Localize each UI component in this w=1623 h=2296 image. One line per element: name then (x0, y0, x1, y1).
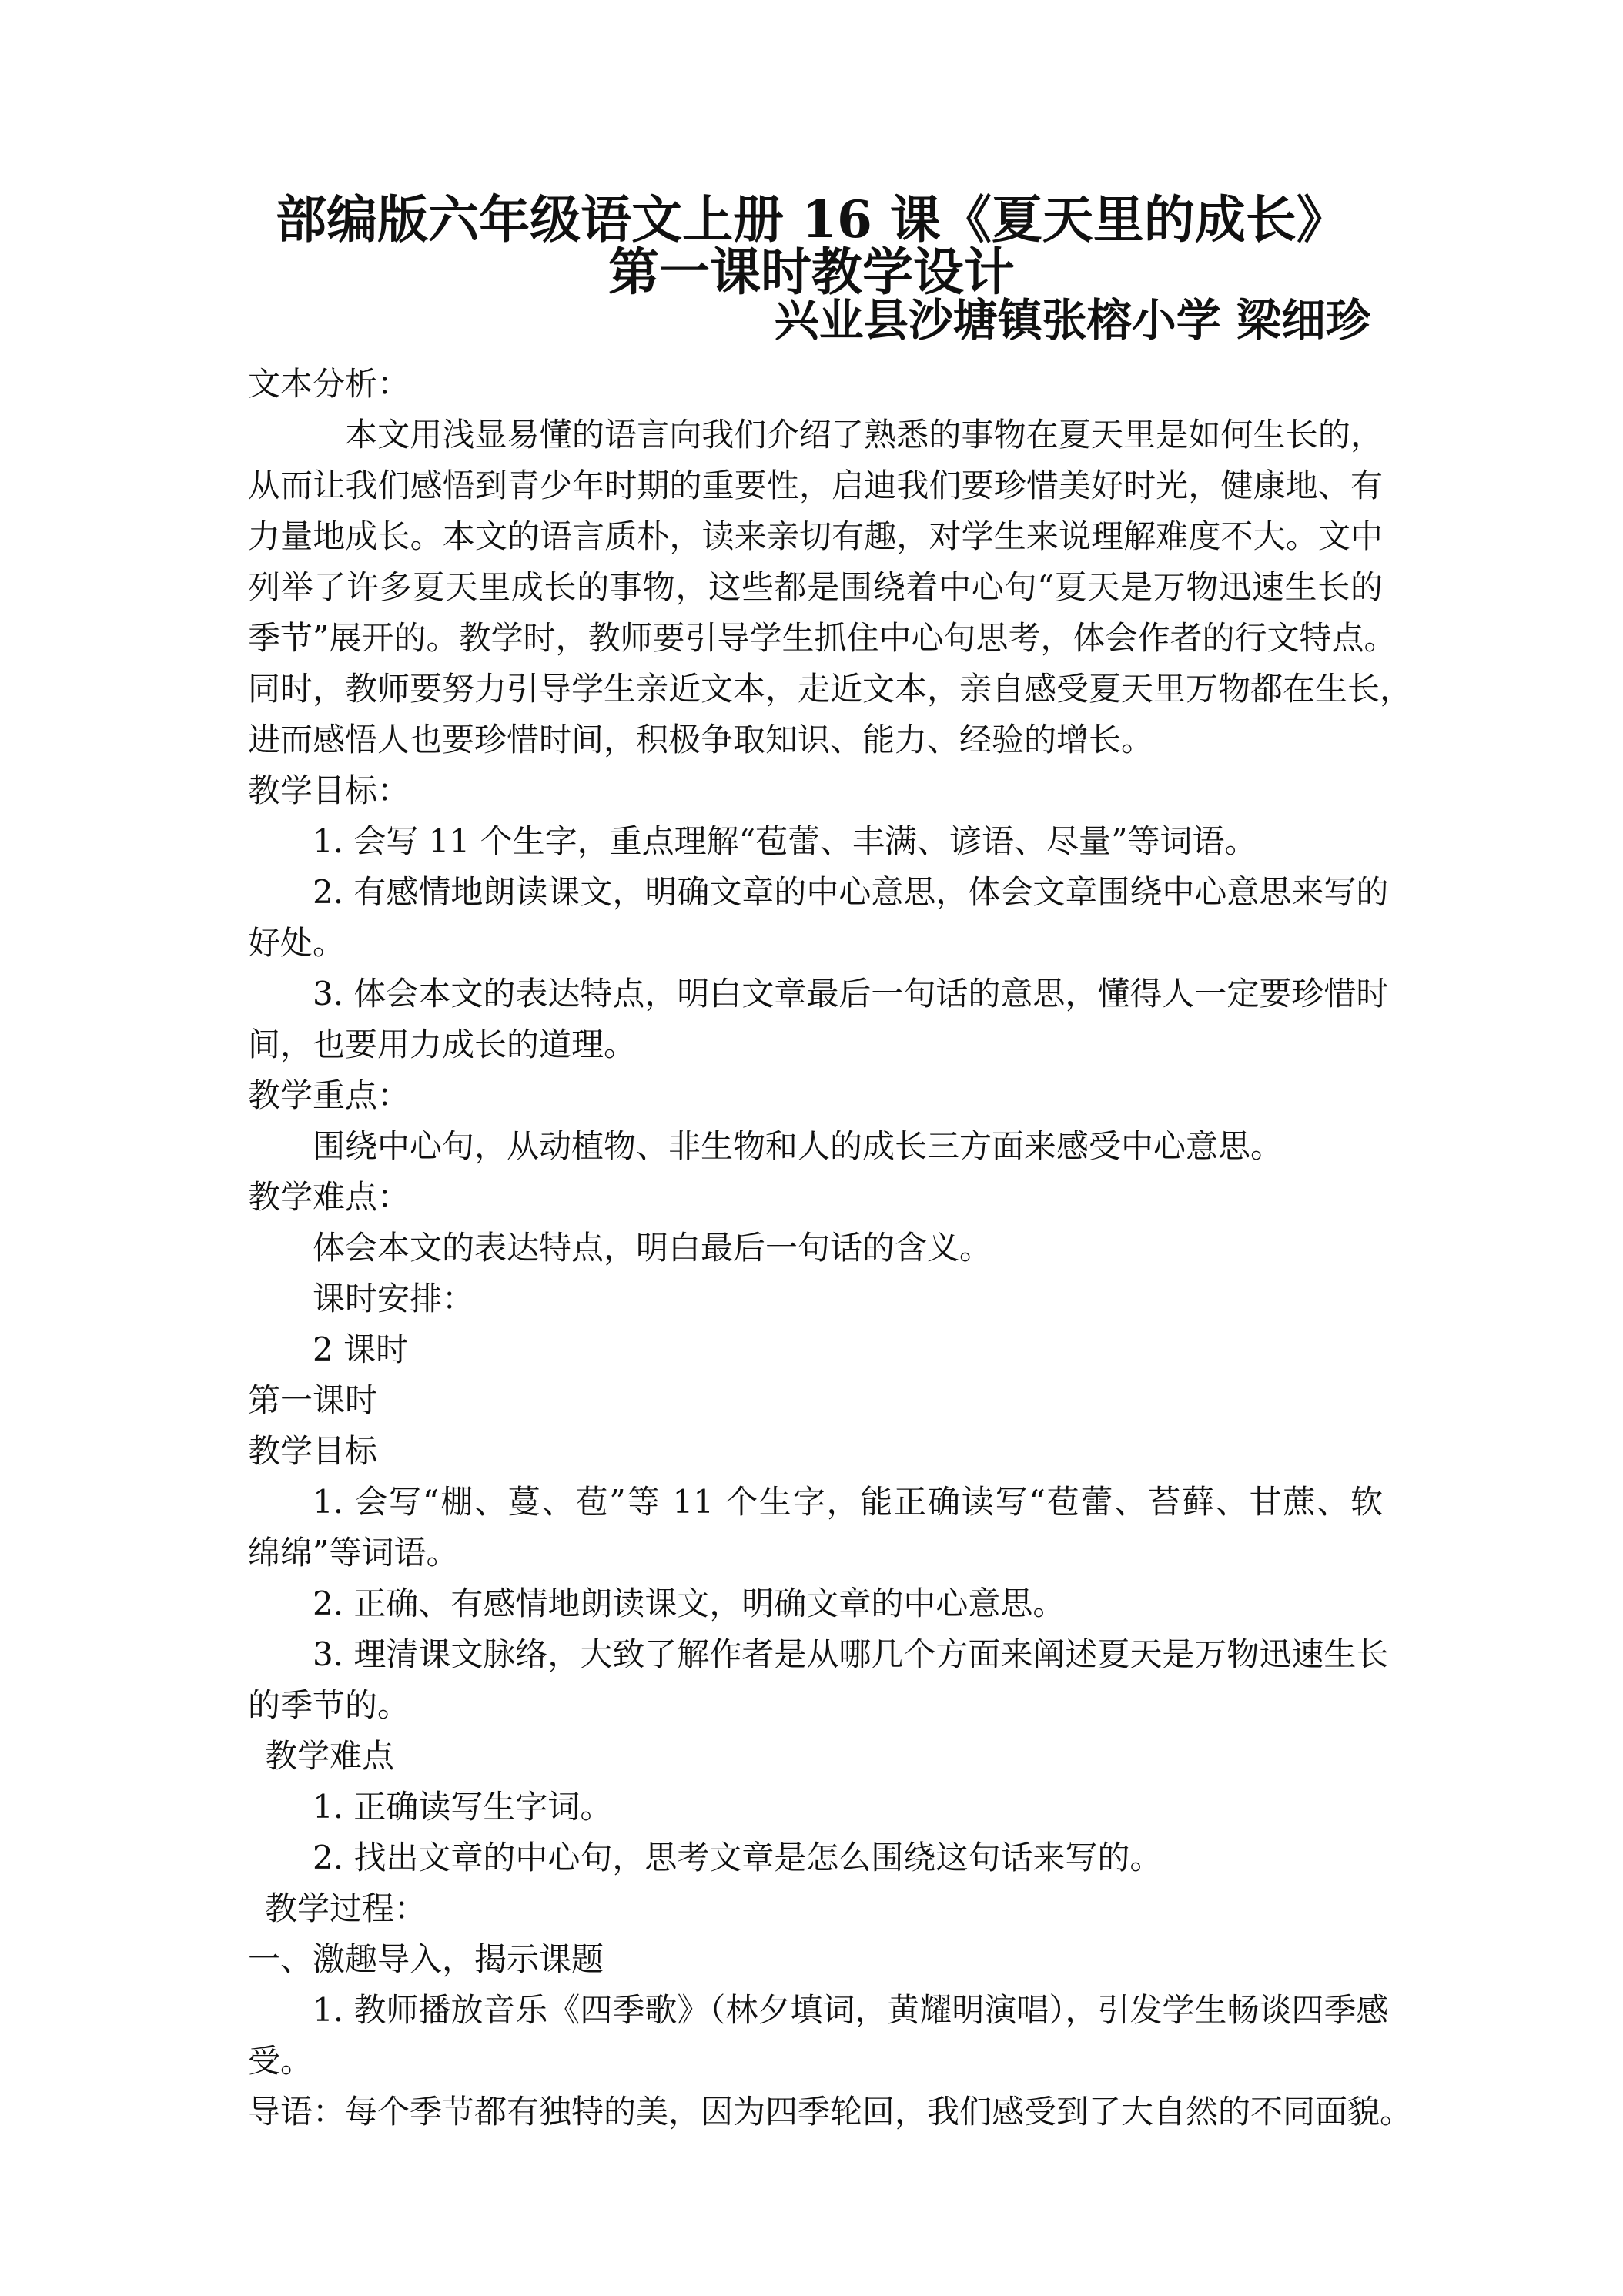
paragraph-line: 同时，教师要努力引导学生亲近文本，走近文本，亲自感受夏天里万物都在生长， (248, 670, 1413, 708)
lesson-difficulty-item: 2. 找出文章的中心句，思考文章是怎么围绕这句话来写的。 (313, 1839, 1163, 1876)
intro-text: 导语：每个季节都有独特的美，因为四季轮回，我们感受到了大自然的不同面貌。 (248, 2093, 1413, 2130)
step-item: 1. 教师播放音乐《四季歌》（林夕填词，黄耀明演唱），引发学生畅谈四季感 (313, 1991, 1389, 2029)
lesson-goals-heading: 教学目标 (248, 1432, 378, 1470)
lesson-difficulty-item: 1. 正确读写生字词。 (313, 1788, 613, 1826)
title-line-1: 部编版六年级语文上册 16 课《夏天里的成长》 (276, 189, 1347, 249)
title-line-2: 第一课时教学设计 (608, 242, 1015, 302)
paragraph-line: 季节”展开的。教学时，教师要引导学生抓住中心句思考，体会作者的行文特点。 (248, 619, 1397, 657)
lesson-difficulties-heading: 教学难点 (265, 1737, 395, 1775)
step-item-continued: 受。 (248, 2042, 313, 2080)
process-heading: 教学过程： (265, 1889, 427, 1927)
lesson-heading: 第一课时 (248, 1381, 378, 1419)
section-heading-text-analysis: 文本分析： (248, 365, 410, 403)
paragraph-line: 从而让我们感悟到青少年时期的重要性，启迪我们要珍惜美好时光，健康地、有 (248, 467, 1383, 504)
lesson-goal-item: 1. 会写“棚、蔓、苞”等 11 个生字，能正确读写“苞蕾、苔藓、甘蔗、软 (313, 1483, 1383, 1521)
schedule-text: 2 课时 (313, 1330, 409, 1368)
goal-item: 1. 会写 11 个生字，重点理解“苞蕾、丰满、谚语、尽量”等词语。 (313, 822, 1257, 860)
author-line: 兴业县沙塘镇张榕小学 梁细珍 (774, 294, 1370, 346)
paragraph-line: 本文用浅显易懂的语言向我们介绍了熟悉的事物在夏天里是如何生长的， (345, 416, 1383, 454)
paragraph-line: 列举了许多夏天里成长的事物，这些都是围绕着中心句“夏天是万物迅速生长的 (248, 568, 1383, 606)
goal-item-continued: 间，也要用力成长的道理。 (248, 1026, 637, 1063)
step-heading: 一、激趣导入，揭示课题 (248, 1940, 604, 1978)
goal-item: 2. 有感情地朗读课文，明确文章的中心意思，体会文章围绕中心意思来写的 (313, 873, 1389, 911)
difficulties-text: 体会本文的表达特点，明白最后一句话的含义。 (313, 1229, 992, 1267)
lesson-goal-item: 2. 正确、有感情地朗读课文，明确文章的中心意思。 (313, 1585, 1066, 1622)
lesson-goal-item: 3. 理清课文脉络，大致了解作者是从哪几个方面来阐述夏天是万物迅速生长 (313, 1635, 1389, 1673)
section-heading-difficulties: 教学难点： (248, 1178, 410, 1216)
section-heading-schedule: 课时安排： (313, 1280, 475, 1317)
goal-item: 3. 体会本文的表达特点，明白文章最后一句话的意思，懂得人一定要珍惜时 (313, 975, 1389, 1012)
paragraph-line: 力量地成长。本文的语言质朴，读来亲切有趣，对学生来说理解难度不大。文中 (248, 517, 1383, 555)
lesson-goal-item-continued: 的季节的。 (248, 1686, 410, 1724)
goal-item-continued: 好处。 (248, 924, 346, 962)
section-heading-key-points: 教学重点： (248, 1076, 410, 1114)
key-points-text: 围绕中心句，从动植物、非生物和人的成长三方面来感受中心意思。 (313, 1127, 1283, 1165)
lesson-goal-item-continued: 绵绵”等词语。 (248, 1534, 459, 1571)
section-heading-goals: 教学目标： (248, 771, 410, 809)
document-title (245, 191, 1378, 300)
document-body (248, 359, 1413, 2137)
paragraph-line: 进而感悟人也要珍惜时间，积极争取知识、能力、经验的增长。 (248, 721, 1154, 758)
